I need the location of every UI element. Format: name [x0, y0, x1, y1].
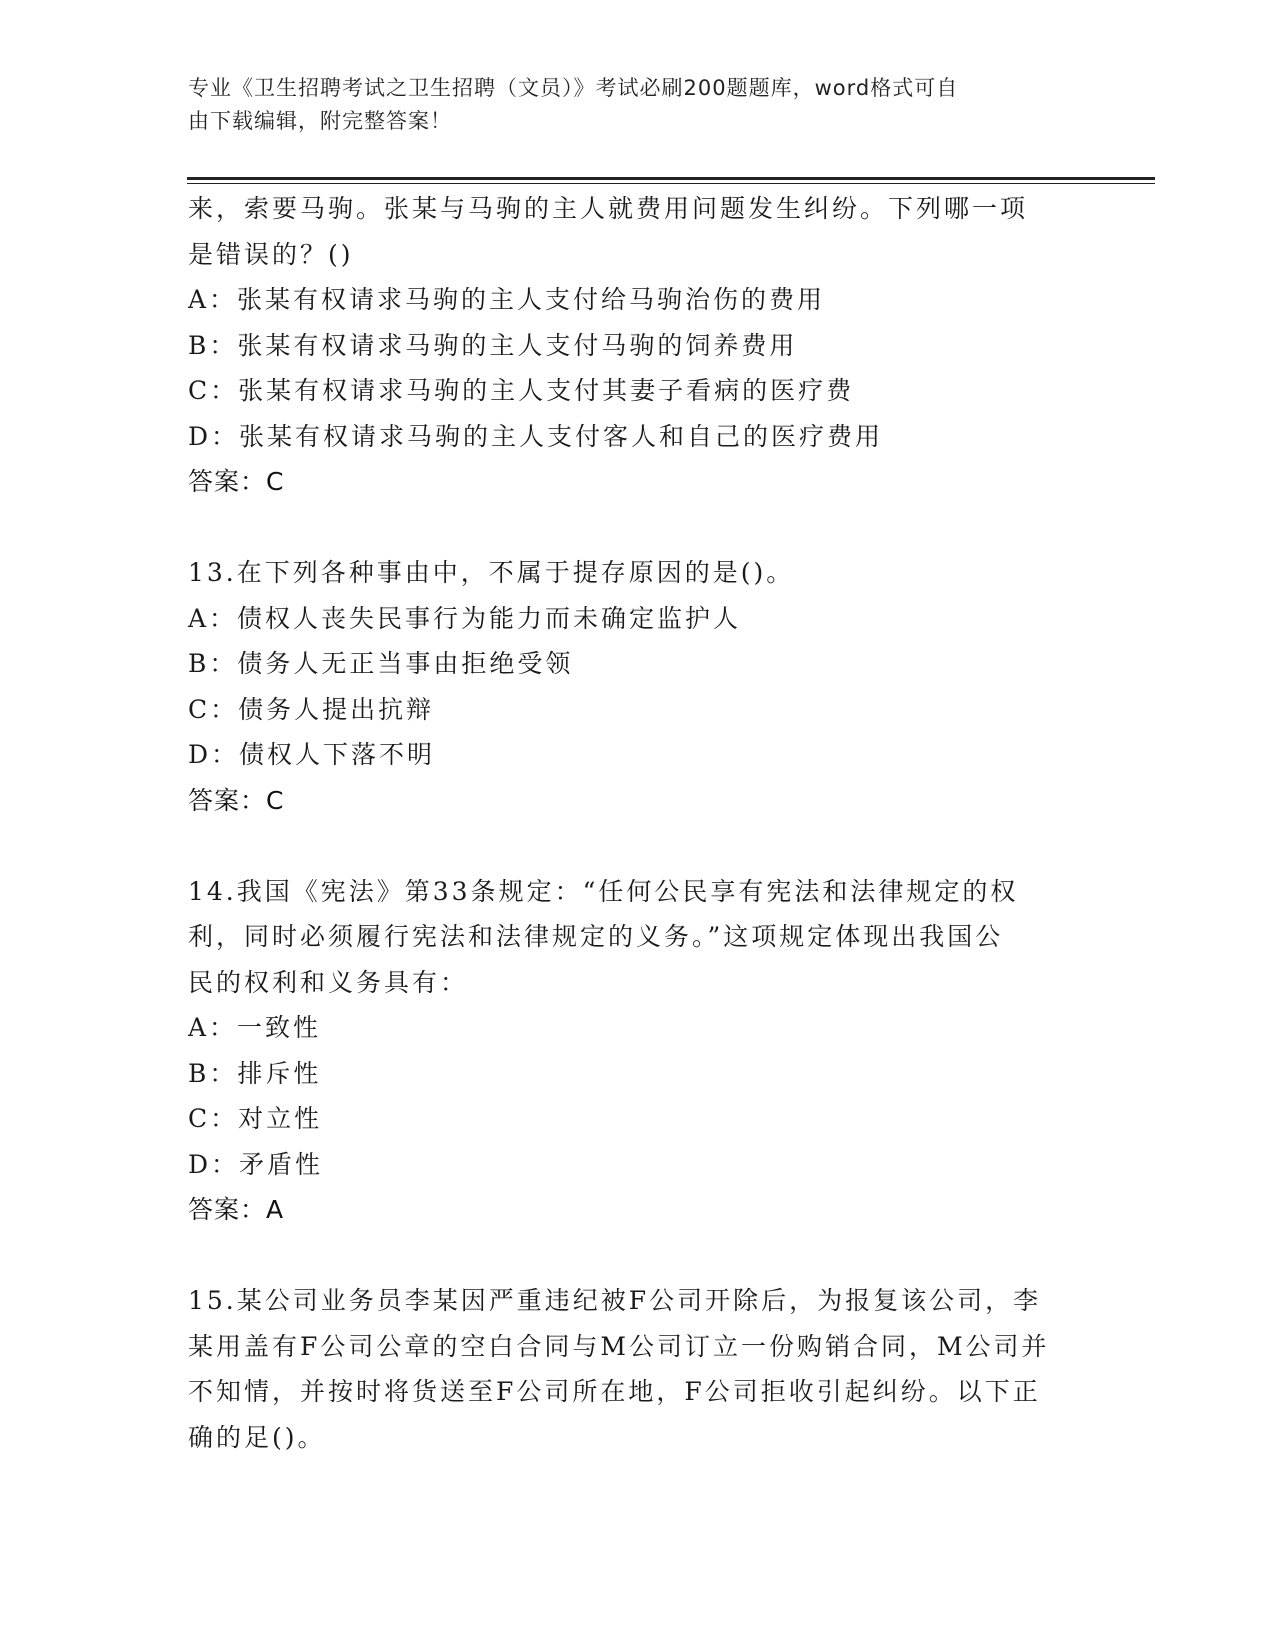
- question-12-answer: 答案：C: [188, 467, 285, 496]
- question-12-option-c: C：张某有权请求马驹的主人支付其妻子看病的医疗费: [188, 376, 855, 405]
- question-12-stem-line-2: 是错误的？(): [188, 239, 354, 269]
- header-rule-thin: [187, 183, 1155, 184]
- question-14-stem-line-1: 14.我国《宪法》第33条规定：“任何公民享有宪法和法律规定的权: [188, 876, 1019, 906]
- question-13-option-b: B：债务人无正当事由拒绝受领: [188, 649, 574, 678]
- question-14-answer: 答案：A: [188, 1195, 285, 1224]
- spacer: [188, 1233, 1088, 1279]
- page-header: [188, 72, 1088, 138]
- question-13-stem-line-1: 13.在下列各种事由中，不属于提存原因的是()。: [188, 558, 795, 587]
- question-12-option-d: D：张某有权请求马驹的主人支付客人和自己的医疗费用: [188, 421, 884, 451]
- question-15-stem-line-1: 15.某公司业务员李某因严重违纪被F公司开除后，为报复该公司，李: [188, 1286, 1042, 1315]
- question-14: [188, 869, 1088, 1233]
- question-14-option-b: B：排斥性: [188, 1058, 322, 1088]
- question-content: [188, 186, 1088, 1460]
- question-13-option-c: C：债务人提出抗辩: [188, 694, 435, 724]
- question-15: [188, 1278, 1088, 1460]
- question-14-option-d: D：矛盾性: [188, 1149, 324, 1179]
- question-12-stem-line-1: 来，索要马驹。张某与马驹的主人就费用问题发生纠纷。下列哪一项: [188, 194, 1029, 223]
- question-13-answer: 答案：C: [188, 785, 285, 815]
- question-15-stem-line-4: 确的足()。: [188, 1422, 326, 1452]
- question-14-stem-line-3: 民的权利和义务具有：: [188, 967, 469, 997]
- spacer: [188, 505, 1088, 551]
- spacer: [188, 823, 1088, 869]
- question-13-option-a: A：债权人丧失民事行为能力而未确定监护人: [188, 603, 742, 633]
- header-line-2: 由下载编辑，附完整答案！: [188, 109, 452, 133]
- question-12-option-a: A：张某有权请求马驹的主人支付给马驹治伤的费用: [188, 285, 826, 314]
- question-14-option-c: C：对立性: [188, 1104, 323, 1133]
- header-line-1: 专业《卫生招聘考试之卫生招聘（文员）》考试必刷200题题库，word格式可自: [188, 76, 959, 100]
- header-rule-thick: [187, 177, 1155, 180]
- question-14-option-a: A：一致性: [188, 1013, 322, 1042]
- question-12: [188, 186, 1088, 505]
- question-15-stem-line-2: 某用盖有F公司公章的空白合同与M公司订立一份购销合同，M公司并: [188, 1331, 1050, 1361]
- question-15-stem-line-3: 不知情，并按时将货送至F公司所在地，F公司拒收引起纠纷。以下正: [188, 1377, 1041, 1406]
- question-13: [188, 550, 1088, 823]
- question-13-option-d: D：债权人下落不明: [188, 740, 436, 769]
- question-12-option-b: B：张某有权请求马驹的主人支付马驹的饲养费用: [188, 330, 798, 360]
- question-14-stem-line-2: 利，同时必须履行宪法和法律规定的义务。”这项规定体现出我国公: [188, 922, 1004, 951]
